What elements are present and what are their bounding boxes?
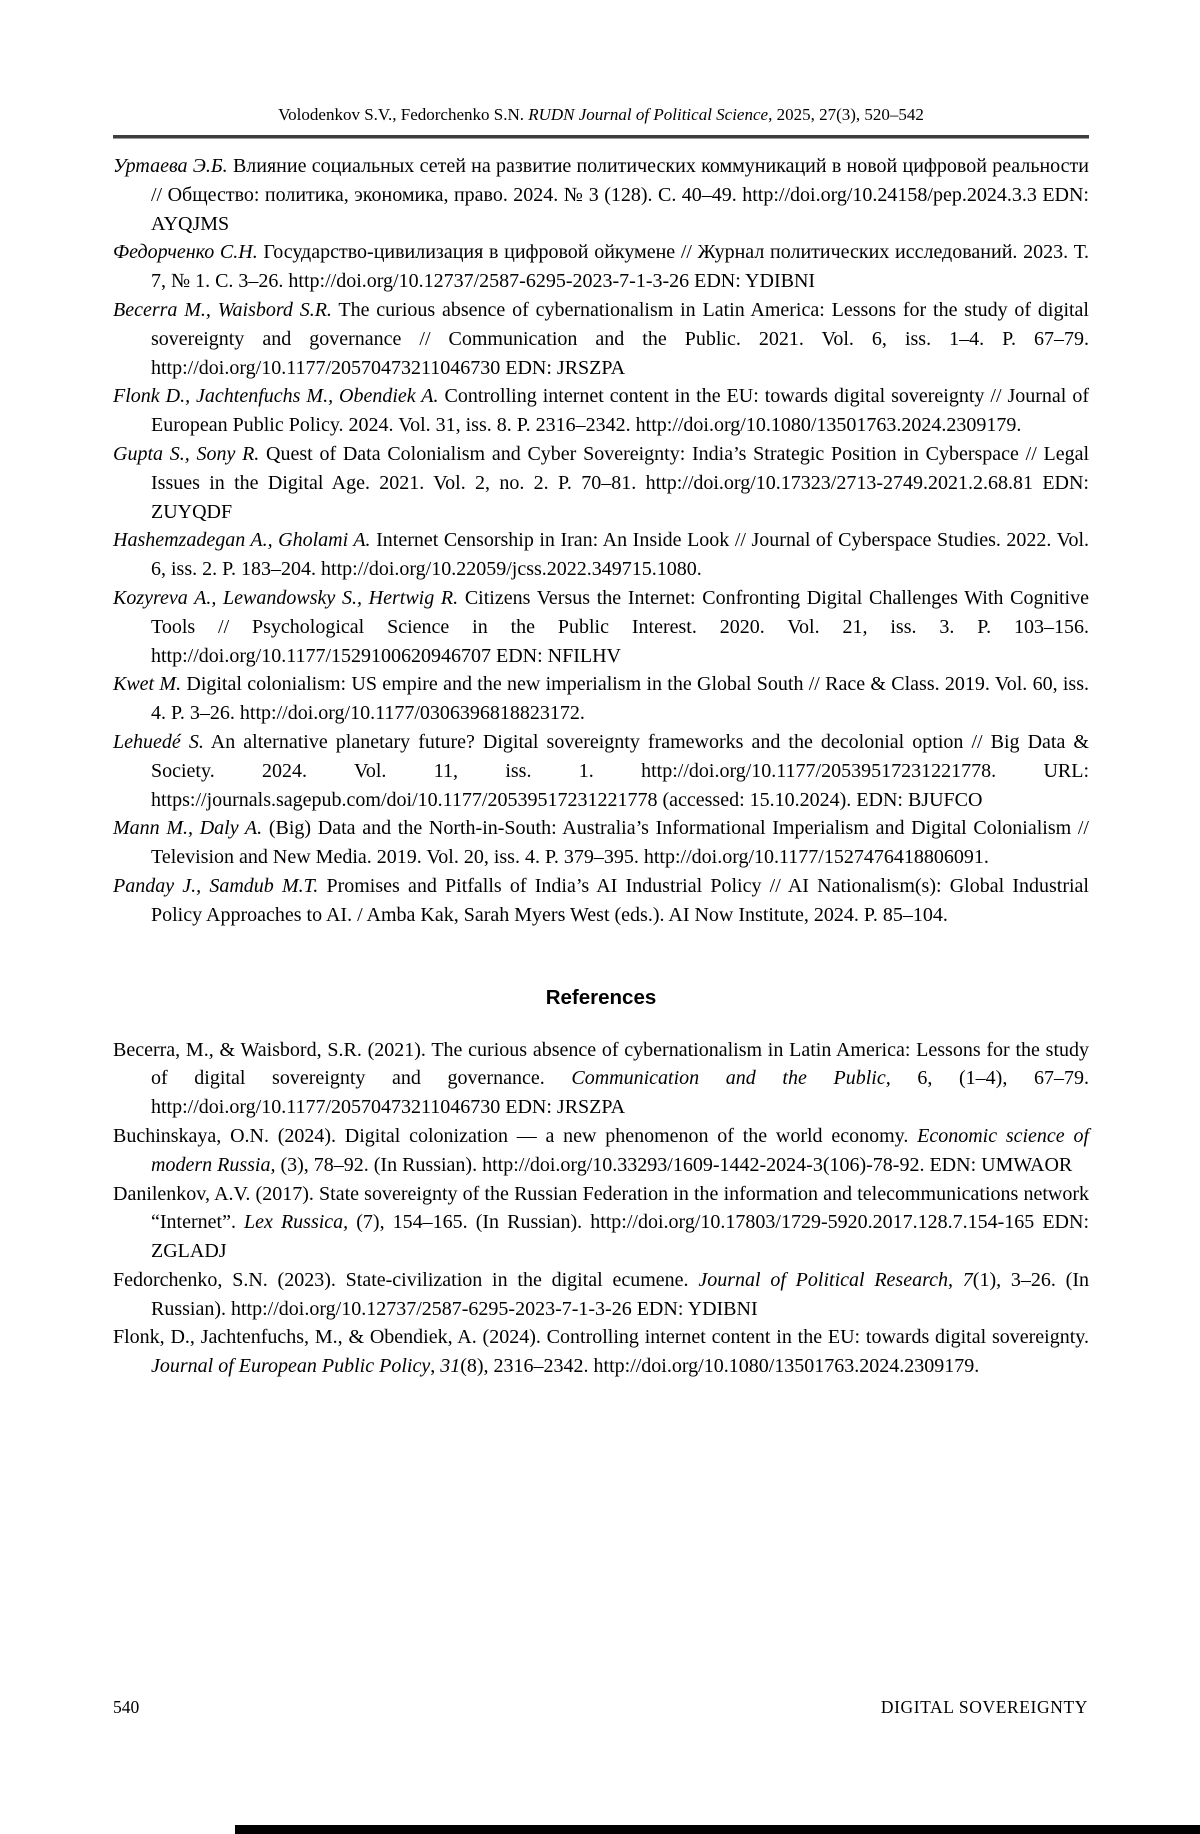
reference-segment: Citizens Versus the Internet: Confronting Digital Challenges With Cognitive Tools // Psychological Science in the Public Interest. 2020. Vol. 21, iss. 3. P. 103–156. http://doi.org/10.1177/1529100620946707 EDN: NFILHV: [151, 586, 1089, 667]
reference-segment: Promises and Pitfalls of India’s AI Industrial Policy // AI Nationalism(s): Global Industrial Policy Approaches to AI. / Amba Kak, Sarah Myers West (eds.). AI Now Institute, 2024. P. 85–104.: [151, 874, 1089, 926]
references-list: [113, 1036, 1089, 1382]
reference-segment: Danilenkov, A.V. (2017). State sovereignty of the Russian Federation in the information and telecommunications network “Internet”.: [113, 1182, 1089, 1234]
page-footer: [113, 1697, 1088, 1718]
reference-segment: 6, (1–4), 67–79. http://doi.org/10.1177/20570473211046730 EDN: JRSZPA: [151, 1067, 1089, 1119]
reference-entry: [113, 872, 1089, 930]
reference-segment-italic: Lehuedé S.: [113, 730, 204, 753]
reference-segment: (8), 2316–2342. http://doi.org/10.1080/13501763.2024.2309179.: [460, 1355, 980, 1378]
reference-segment: Internet Censorship in Iran: An Inside Look // Journal of Cyberspace Studies. 2022. Vol. 6, iss. 2. P. 183–204. http://doi.org/10.22059/jcss.2022.349715.1080.: [151, 529, 1089, 581]
running-head-journal: RUDN Journal of Political Science,: [528, 105, 777, 124]
reference-segment: Digital colonialism: US empire and the new imperialism in the Global South // Race & Class. 2019. Vol. 60, iss. 4. P. 3–26. http://doi.org/10.1177/0306396818823172.: [151, 673, 1089, 725]
reference-segment-italic: Journal of European Public Policy: [151, 1355, 431, 1378]
reference-segment: Flonk, D., Jachtenfuchs, M., & Obendiek, A. (2024). Controlling internet content in the EU: towards digital sovereignty.: [113, 1326, 1089, 1349]
reference-segment-italic: Уртаева Э.Б.: [113, 155, 228, 177]
reference-segment: (Big) Data and the North-in-South: Australia’s Informational Imperialism and Digital Colonialism // Television and New Media. 2019. Vol. 20, iss. 4. P. 379–395. http://doi.org/10.1177/1527476418806091.: [151, 817, 1089, 869]
reference-segment: ,: [430, 1355, 441, 1378]
reference-entry: [113, 728, 1089, 814]
reference-segment-italic: Федорченко С.Н.: [113, 241, 258, 264]
reference-segment-italic: Panday J., Samdub M.T.: [113, 874, 319, 897]
page-number: 540: [113, 1697, 140, 1717]
reference-segment: (7), 154–165. (In Russian). http://doi.org/10.17803/1729-5920.2017.128.7.154-165 EDN: ZGLADJ: [151, 1211, 1089, 1263]
reference-segment-italic: Communication and the Public,: [571, 1067, 891, 1090]
running-head-issue: 2025, 27(3), 520–542: [776, 105, 924, 124]
reference-segment-italic: Becerra M., Waisbord S.R.: [113, 298, 332, 321]
reference-entry: [113, 296, 1089, 382]
reference-segment-italic: Lex Russica,: [244, 1211, 349, 1234]
reference-segment-italic: Gupta S., Sony R.: [113, 442, 260, 465]
reference-segment: Becerra, M., & Waisbord, S.R. (2021). The curious absence of cybernationalism in Latin America: Lessons for the study of digital sovereignty and governance.: [113, 1038, 1089, 1090]
reference-entry: [113, 152, 1089, 238]
running-title: DIGITAL SOVEREIGNTY: [880, 1697, 1088, 1717]
reference-entry: [113, 440, 1089, 526]
running-head-authors: Volodenkov S.V., Fedorchenko S.N.: [278, 105, 529, 124]
reference-segment: Controlling internet content in the EU: towards digital sovereignty // Journal of European Public Policy. 2024. Vol. 31, iss. 8. P. 2316–2342. http://doi.org/10.1080/13501763.2024.2309179.: [151, 385, 1089, 437]
reference-segment-italic: Hashemzadegan A., Gholami A.: [113, 529, 371, 552]
header-rule: [113, 135, 1089, 139]
reference-segment-italic: Flonk D., Jachtenfuchs M., Obendiek A.: [113, 385, 439, 408]
reference-entry: [113, 238, 1089, 296]
reference-segment: An alternative planetary future? Digital sovereignty frameworks and the decolonial option // Big Data & Society. 2024. Vol. 11, iss. 1. http://doi.org/10.1177/20539517231221778. URL: https://journals.sagepub.com/doi/10.1177/20539517231221778 (accessed: 15.10.2024). EDN: BJUFCO: [151, 730, 1089, 811]
reference-segment: Влияние социальных сетей на развитие политических коммуникаций в новой цифровой реальности // Общество: политика, экономика, право. 2024. № 3 (128). С. 40–49. http://doi.org/10.24158/pep.2024.3.3 EDN: AYQJMS: [151, 155, 1089, 235]
reference-segment: [953, 1269, 963, 1291]
reference-entry: [113, 814, 1089, 872]
reference-entry: [113, 1180, 1089, 1266]
reference-segment-italic: 31: [440, 1355, 461, 1378]
reference-segment: The curious absence of cybernationalism in Latin America: Lessons for the study of digital sovereignty and governance // Communication and the Public. 2021. Vol. 6, iss. 1–4. P. 67–79. http://doi.org/10.1177/20570473211046730 EDN: JRSZPA: [151, 298, 1089, 379]
reference-segment-italic: Kozyreva A., Lewandowsky S., Hertwig R.: [113, 586, 459, 609]
reference-segment-italic: Kwet M.: [113, 673, 182, 696]
reference-segment: Государство-цивилизация в цифровой ойкумене // Журнал политических исследований. 2023. Т. 7, № 1. С. 3–26. http://doi.org/10.12737/2587-6295-2023-7-1-3-26 EDN: YDIBNI: [151, 241, 1089, 293]
reference-segment-italic: Journal of Political Research,: [698, 1268, 954, 1291]
reference-segment-italic: Economic science of modern Russia,: [151, 1124, 1090, 1176]
reference-entry: [113, 1036, 1089, 1122]
reference-segment-italic: 7: [962, 1268, 973, 1291]
reference-segment: (1), 3–26. (In Russian). http://doi.org/10.12737/2587-6295-2023-7-1-3-26 EDN: YDIBNI: [151, 1268, 1089, 1320]
scan-artifact-bar: [235, 1825, 1200, 1834]
reference-entry: [113, 1122, 1089, 1180]
reference-entry: [113, 382, 1089, 440]
running-head: [113, 104, 1089, 125]
reference-segment: (3), 78–92. (In Russian). http://doi.org/10.33293/1609-1442-2024-3(106)-78-92. EDN: UMWAOR: [275, 1153, 1073, 1176]
reference-entry: [113, 1266, 1089, 1324]
reference-segment: Quest of Data Colonialism and Cyber Sovereignty: India’s Strategic Position in Cyberspace // Legal Issues in the Digital Age. 2021. Vol. 2, no. 2. P. 70–81. http://doi.org/10.17323/2713-2749.2021.2.68.81 EDN: ZUYQDF: [151, 442, 1090, 523]
reference-segment: Fedorchenko, S.N. (2023). State-civilization in the digital ecumene.: [113, 1268, 699, 1291]
bibliography-list: [113, 152, 1089, 930]
reference-segment-italic: Mann M., Daly A.: [113, 817, 263, 840]
reference-entry: [113, 584, 1089, 670]
page: [113, 0, 1089, 1381]
reference-entry: [113, 670, 1089, 728]
reference-entry: [113, 1323, 1089, 1381]
reference-entry: [113, 526, 1089, 584]
reference-segment: Buchinskaya, O.N. (2024). Digital colonization — a new phenomenon of the world economy.: [113, 1124, 918, 1147]
references-heading: References: [545, 985, 657, 1009]
